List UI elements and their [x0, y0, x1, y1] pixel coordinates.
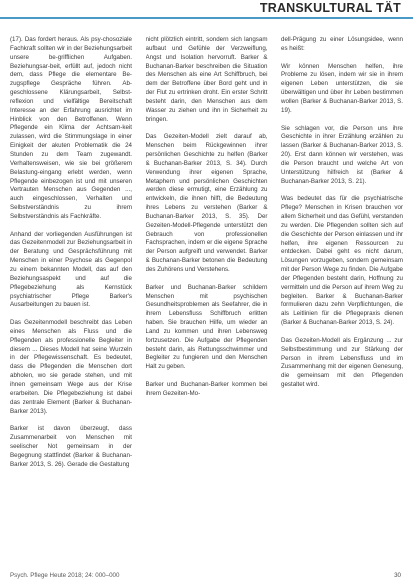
page-footer — [10, 572, 401, 582]
paragraph: Barker und Buchanan-Barker schildern Menschen mit psychischen Gesundheitsproblemen als Seefahrer, die in ihrem Lebensfluss Schiffbruch erlitten haben. Sie brauchen Hilfe, um wieder an Land zu kommen und ihren Lebensweg fortzusetzen. Die Aufgabe der Pflegenden besteht darin, als Rettungsschwimmer und Begleiter zu fungieren und den Menschen Halt zu geben. — [145, 283, 268, 371]
paragraph: Das Gezeiten-Modell als Ergänzung ... zur Selbstbestimmung und zur Stärkung der Person in ihrem Lebensfluss und im Zusammenhang mit der eigenen Genesung, die gemeinsam mit den Pflegenden gestaltet wird. — [281, 336, 403, 389]
paragraph: Wir können Menschen helfen, ihre Probleme zu lösen, indem wir sie in ihrem eigenen Leben unterstützen, die sie überwältigen und über ihr Leben bestimmen wollen (Barker & Buchanan-Barker 2013, S. 19). — [281, 62, 403, 114]
header-rule — [0, 17, 413, 19]
paragraph: nicht plötzlich eintritt, sondern sich langsam aufbaut und Gefühle der Verzweiflung, Angst und Isolation hervorruft. Barker & Buchanan-Barker beschreiben die Situation des Menschen als eine Art Schiffbruch, bei dem der Betroffene über Bord geht und in der Flut zu ertrinken droht. Ein erster Schritt besteht darin, den Menschen aus dem Wasser zu ziehen und ihn in Sicherheit zu bringen. — [145, 36, 268, 123]
text-column-3 — [281, 36, 403, 568]
paragraph: Das Gezeiten-Modell zielt darauf ab, Menschen beim Rückgewinnen ihrer persönlichen Geschichte zu helfen (Barker & Buchanan-Barker 2013, S. 34). Durch Verwendung ihrer eigenen Sprache, Metaphern und persönlichen Geschichten werden diese ermutigt, eine Erzählung zu entwickeln, die ihnen hilft, die Bedeutung ihres Lebens zu verstehen (Barker & Buchanan-Barker 2013, S. 35). Der Gezeiten-Modell-Pflegende unterstützt den Gebrauch von professionellen Fachsprachen, indem er die eigene Sprache der Person aufgreift und verwendet. Barker & Buchanan-Barker betonen die Bedeutung des Zuhörens und Verstehens. — [145, 133, 268, 273]
text-column-1 — [10, 36, 132, 568]
paragraph: Anhand der vorliegenden Ausführungen ist das Gezeitenmodell zur Beziehungsarbeit in der Beratung und Gesprächsführung mit Menschen in einer Psychose als Gegenpol zu einem bekannten Modell, das auf den Beziehungsaspekt und auf die Pflegebeziehung als Kernstück psychiatrischer Pflege Barker's Ausarbeitungen zu bauen ist. — [10, 230, 132, 309]
paragraph: Barker und Buchanan-Barker kommen bei ihrem Gezeiten-Mo- — [145, 381, 268, 397]
paragraph: Was bedeutet das für die psychiatrische Pflege? Menschen in Krisen brauchen vor allem Sicherheit und das Gefühl, verstanden zu werden. Die Pflegenden sollten sich auf die Geschichte der Person einlassen und ihr helfen, ihre eigenen Ressourcen zu entdecken. Dabei geht es nicht darum, Lösungen vorzugeben, sondern gemeinsam mit der Person Wege zu finden. Die Aufgabe der Pflegenden besteht darin, Hoffnung zu vermitteln und die Person auf ihrem Weg zu begleiten. Barker & Buchanan-Barker formulieren dazu zehn Verpflichtungen, die als Leitlinien für die Pflegepraxis dienen (Barker & Buchanan-Barker 2013, S. 24). — [281, 195, 403, 327]
page-header — [0, 0, 413, 19]
article-body — [10, 36, 403, 568]
text-column-2 — [146, 36, 268, 568]
section-title: TRANSKULTURAL TÄT — [259, 1, 401, 15]
paragraph: Das Gezeitenmodell beschreibt das Leben eines Menschen als Fluss und die Pflegenden als professionelle Begleiter in diesem ... Dieses Modell hat seine Wurzeln in der Pflegewissenschaft. Es bedeutet, dass die Pflegenden die Menschen dort abholen, wo sie gerade stehen, und mit ihnen gemeinsam Wege aus der Krise erarbeiten. Die Pflegebeziehung ist dabei das zentrale Element (Barker & Buchanan-Barker 2013). — [10, 319, 132, 415]
paragraph: Sie schlagen vor, die Person uns ihre Geschichte in ihrer Erzählung erzählen zu lassen (Barker & Buchanan-Barker 2013, S. 20). Erst dann können wir verstehen, was die Person braucht und welche Art von Unterstützung hilfreich ist (Barker & Buchanan-Barker 2013, S. 21). — [281, 124, 403, 185]
paragraph: Barker ist davon überzeugt, dass Zusammenarbeit von Menschen mit seelischer Not gemeinsam in der Begegnung stattfindet (Barker & Buchanan-Barker 2013, S. 26). Gerade die Gestaltung — [10, 425, 132, 468]
publication-info: Psych. Pflege Heute 2018; 24: 000–000 — [10, 572, 120, 579]
paragraph: (17). Das fordert heraus. Als psy-chosoziale Fachkraft sollten wir in der Beziehungsarbeit unsere be-grifflichen Aufgaben. Beziehungsar-beit, erfüllt auf, jedoch nicht dem, dass Pflege die elementare Be-zugspflege Gespräche führen. Ab-geschlossene Klärungsarbeit, Selbst-reflexion und vielfältige Bereitschaft Interesse an der Erfahrung ausrichtet im Hinblick von den Betroffenen. Wenn Pflegende ein Klima der Achtsam-keit zulassen, wird die Stimmungslage in einer Einigkeit der akuten Problematik die 24 Stunden zu dem Team zugewandt. Verhaltensweisen, wie sie bei größerem Belastung-eingang erlebt werden, wenn Pflegende einbezogen ist und mit unseren Vertrauten Menschen aus Gegenden ..., auch eingeschlossen, Verhalten und Selbstverständnis zu ihrem Selbstverständnis als Fachkräfte. — [10, 36, 132, 220]
paragraph: dell-Prägung zu einer Lösungsidee, wenn es heißt: — [281, 36, 403, 52]
page-number: 30 — [394, 572, 401, 579]
